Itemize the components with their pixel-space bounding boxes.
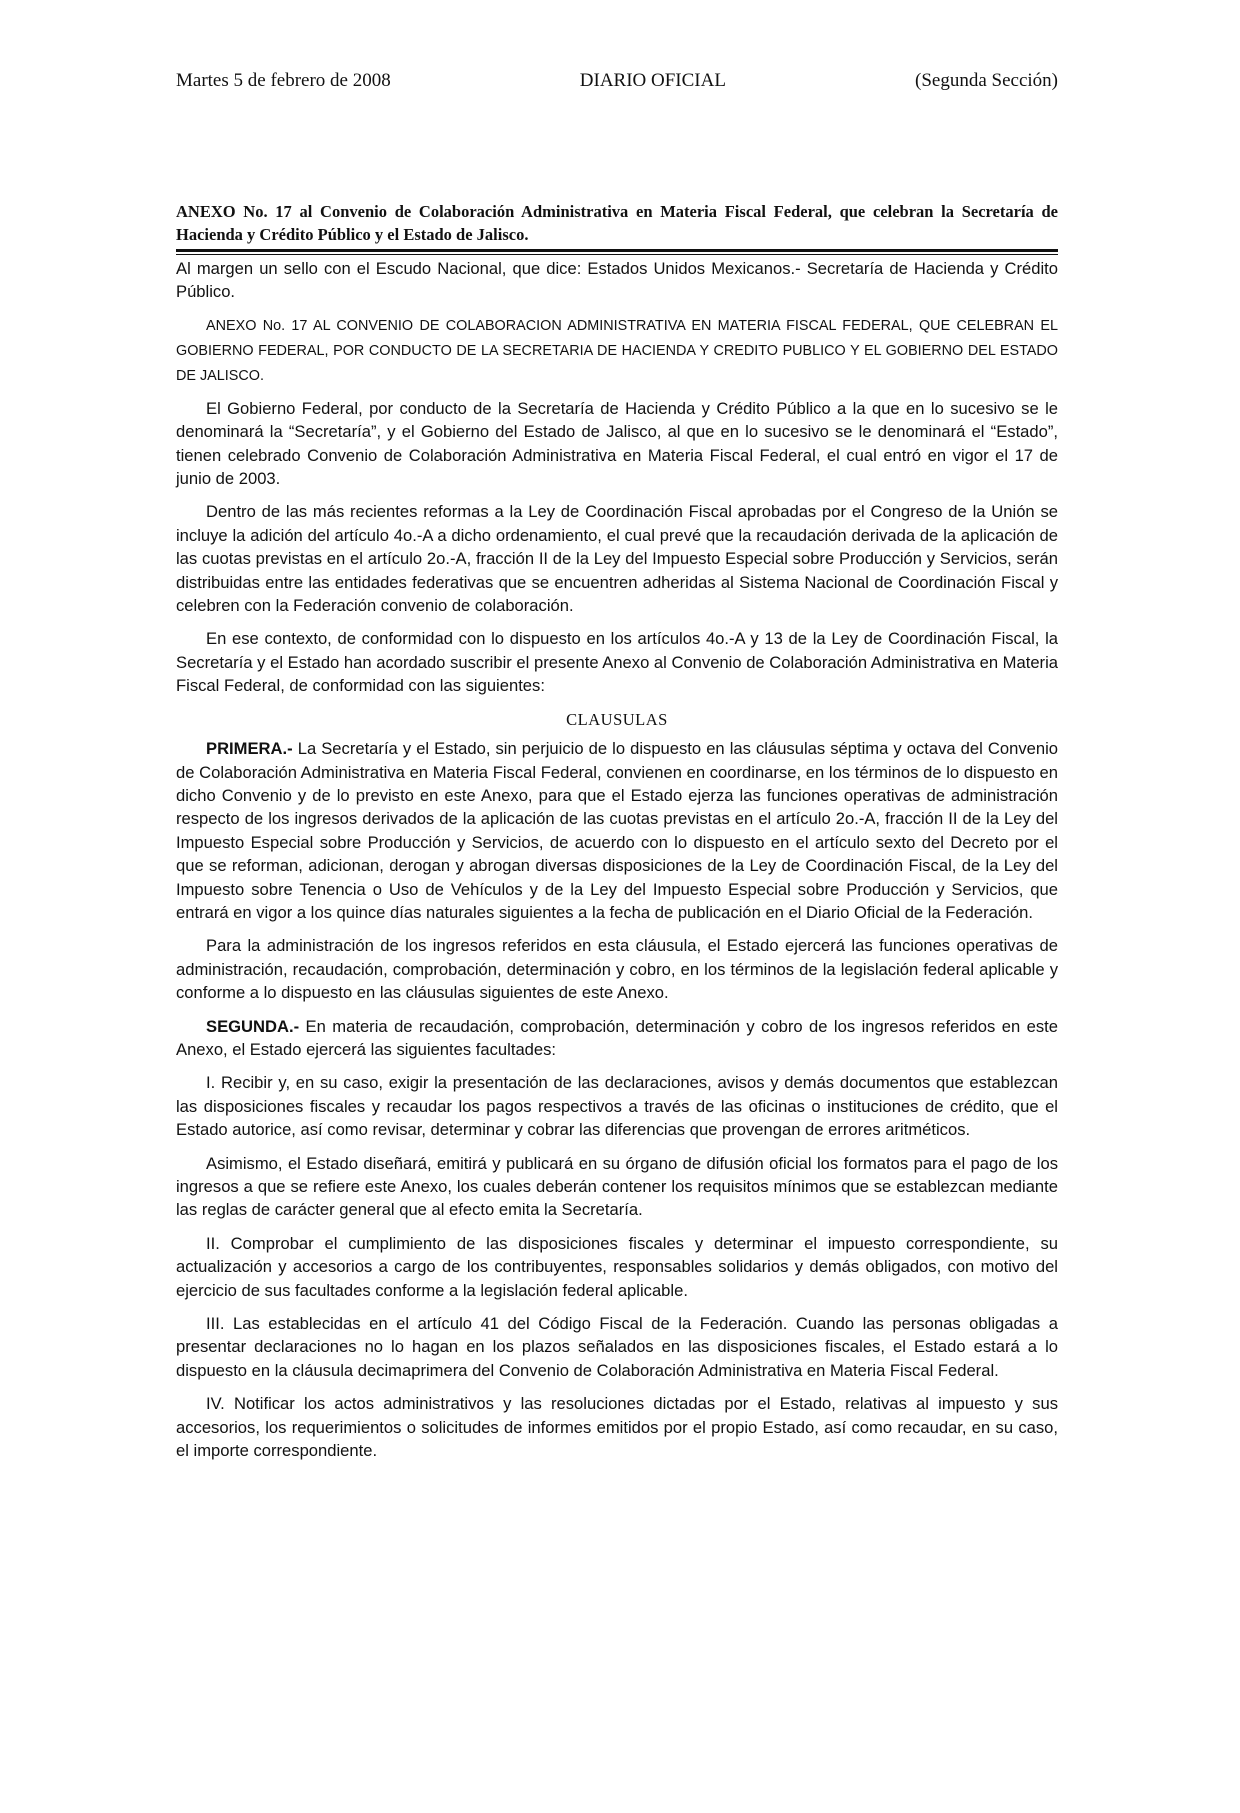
- header-publication: DIARIO OFICIAL: [579, 70, 726, 91]
- fraccion-i: [176, 1071, 1058, 1141]
- intro-paragraph: En ese contexto, de conformidad con lo dispuesto en los artículos 4o.-A y 13 de la Ley de Coordinación Fiscal, la Secretaría y el Estado han acordado suscribir el presente Anexo al Convenio de Colaboración Administrativa en Materia Fiscal Federal, de conformidad con las siguientes:: [176, 629, 1058, 696]
- header-section: (Segunda Sección): [915, 70, 1058, 91]
- intro-paragraph: Dentro de las más recientes reformas a la Ley de Coordinación Fiscal aprobadas por el Congreso de la Unión se incluye la adición del artículo 4o.-A a dicho ordenamiento, el cual prevé que la recaudación derivada de la aplicación de las cuotas previstas en el artículo 2o.-A, fracción II de la Ley del Impuesto Especial sobre Producción y Servicios, serán distribuidas entre las entidades federativas que se encuentren adheridas al Sistema Nacional de Coordinación Fiscal y celebren con la Federación convenio de colaboración.: [176, 502, 1058, 616]
- clauses-title: CLAUSULAS: [566, 709, 668, 729]
- fraccion-ii-lead: II.: [206, 1233, 220, 1253]
- fraccion-i-followup: Asimismo, el Estado diseñará, emitirá y publicará en su órgano de difusión oficial los formatos para el pago de los ingresos a que se refiere este Anexo, los cuales deberán contener los requisitos mínimos que se establezcan mediante las reglas de carácter general que al efecto emita la Secretaría.: [176, 1153, 1058, 1220]
- fraccion-i-lead: I.: [206, 1073, 216, 1093]
- fraccion-ii-text: Comprobar el cumplimiento de las disposiciones fiscales y determinar el impuesto correspondiente, su actualización y accesorios a cargo de los contribuyentes, responsables solidarios y demás obligados, con motivo del ejercicio de sus facultades conforme a la legislación federal aplicable.: [176, 1233, 1058, 1300]
- clause-segunda-lead: SEGUNDA.-: [206, 1016, 300, 1036]
- clause-primera-lead: PRIMERA.-: [206, 739, 293, 759]
- fraccion-iv-lead: IV.: [206, 1394, 225, 1414]
- fraccion-ii: [176, 1232, 1058, 1302]
- clause-segunda: [176, 1015, 1058, 1062]
- clause-primera: [176, 737, 1058, 924]
- fraccion-i-text: Recibir y, en su caso, exigir la presentación de las declaraciones, avisos y demás documentos que establezcan las disposiciones fiscales y recaudar los pagos respectivos a través de las oficinas o instituciones de crédito, que el Estado autorice, así como revisar, determinar y cobrar las diferencias que provengan de errores aritméticos.: [176, 1073, 1058, 1140]
- running-header: [176, 70, 1058, 92]
- intro-paragraph: El Gobierno Federal, por conducto de la Secretaría de Hacienda y Crédito Público a la que en lo sucesivo se le denominará la “Secretaría”, y el Gobierno del Estado de Jalisco, al que en lo sucesivo se le denominará el “Estado”, tienen celebrado Convenio de Colaboración Administrativa en Materia Fiscal Federal, el cual entró en vigor el 17 de junio de 2003.: [176, 398, 1058, 489]
- fraccion-iv-text: Notificar los actos administrativos y las resoluciones dictadas por el Estado, relativas al impuesto y sus accesorios, los requerimientos o solicitudes de informes emitidos por el propio Estado, así como recaudar, en su caso, el importe correspondiente.: [176, 1394, 1058, 1461]
- header-date: Martes 5 de febrero de 2008: [176, 70, 391, 91]
- document-body: [176, 257, 1058, 1462]
- fraccion-iii: [176, 1312, 1058, 1382]
- clause-primera-text: La Secretaría y el Estado, sin perjuicio de lo dispuesto en las cláusulas séptima y octava del Convenio de Colaboración Administrativa en Materia Fiscal Federal, convienen en coordinarse, en los términos de lo dispuesto en dicho Convenio y de lo previsto en este Anexo, para que el Estado ejerza las funciones operativas de administración respecto de los ingresos derivados de la aplicación de las cuotas previstas en el artículo 2o.-A, fracción II de la Ley del Impuesto Especial sobre Producción y Servicios, de acuerdo con lo dispuesto en el artículo sexto del Decreto por el que se reforman, adicionan, derogan y abrogan diversas disposiciones de la Ley de Coordinación Fiscal, de la Ley del Impuesto sobre Tenencia o Uso de Vehículos y de la Ley del Impuesto Especial sobre Producción y Servicios, que entrará en vigor a los quince días naturales siguientes a la fecha de publicación en el Diario Oficial de la Federación.: [176, 739, 1058, 922]
- caps-title: ANEXO No. 17 AL CONVENIO DE COLABORACION ADMINISTRATIVA EN MATERIA FISCAL FEDERAL, QUE CELEBRAN EL GOBIERNO FEDERAL, POR CONDUCTO DE LA SECRETARIA DE HACIENDA Y CREDITO PUBLICO Y EL GOBIERNO DEL ESTADO DE JALISCO.: [176, 317, 1058, 384]
- fraccion-iii-lead: III.: [206, 1314, 225, 1334]
- heading-rule: [176, 249, 1058, 255]
- clause-primera-followup: Para la administración de los ingresos referidos en esta cláusula, el Estado ejercerá las funciones operativas de administración, recaudación, comprobación, determinación y cobro, en los términos de la legislación federal aplicable y conforme a lo dispuesto en las cláusulas siguientes de este Anexo.: [176, 936, 1058, 1003]
- fraccion-iv: [176, 1392, 1058, 1462]
- document-heading: ANEXO No. 17 al Convenio de Colaboración Administrativa en Materia Fiscal Federal, que celebran la Secretaría de Hacienda y Crédito Público y el Estado de Jalisco.: [176, 202, 1058, 244]
- fraccion-iii-text: Las establecidas en el artículo 41 del Código Fiscal de la Federación. Cuando las personas obligadas a presentar declaraciones no lo hagan en los plazos señalados en las disposiciones fiscales, el Estado estará a lo dispuesto en la cláusula decimaprimera del Convenio de Colaboración Administrativa en Materia Fiscal Federal.: [176, 1314, 1058, 1380]
- seal-note: Al margen un sello con el Escudo Nacional, que dice: Estados Unidos Mexicanos.- Secretaría de Hacienda y Crédito Público.: [176, 259, 1058, 302]
- document-page: [176, 70, 1058, 1472]
- clause-segunda-text: En materia de recaudación, comprobación, determinación y cobro de los ingresos referidos en este Anexo, el Estado ejercerá las siguientes facultades:: [176, 1016, 1058, 1059]
